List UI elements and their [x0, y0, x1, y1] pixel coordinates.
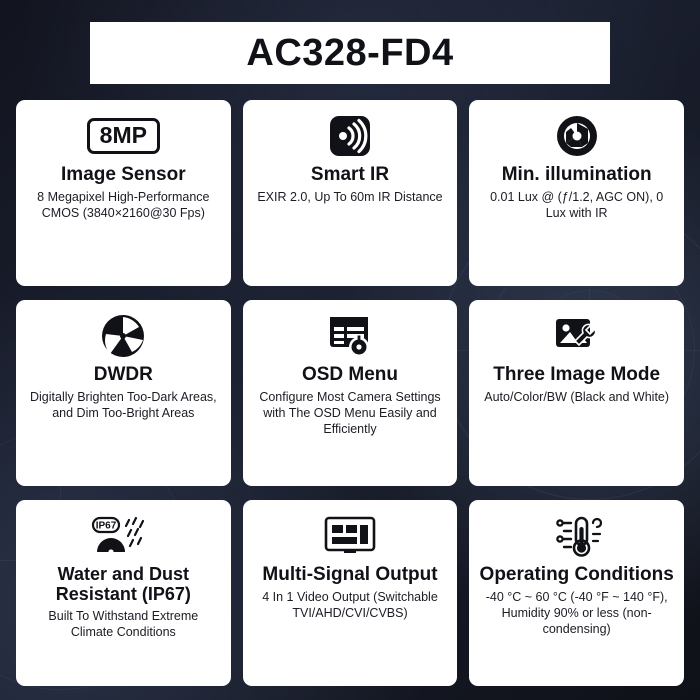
ip67-water-dust-icon: [91, 510, 155, 562]
osd-menu-settings-icon: [326, 310, 374, 362]
feature-title: OSD Menu: [301, 364, 399, 385]
8mp-badge-text: 8MP: [87, 118, 160, 153]
feature-description: Built To Withstand Extreme Climate Conditions: [48, 609, 199, 640]
feature-title: Water and Dust Resistant (IP67): [55, 564, 191, 605]
feature-description: 0.01 Lux @ (ƒ/1.2, AGC ON), 0 Lux with IR: [490, 190, 664, 221]
feature-title: Operating Conditions: [479, 564, 674, 585]
title-bar: [90, 22, 610, 84]
feature-card-three-image-mode: [469, 300, 684, 486]
page-title: AC328-FD4: [246, 32, 454, 74]
image-mode-picture-tool-icon: [553, 310, 601, 362]
feature-card-water-dust-resistant: [16, 500, 231, 686]
camera-aperture-icon: [554, 110, 600, 162]
feature-title: DWDR: [93, 364, 153, 385]
feature-description: Digitally Brighten Too-Dark Areas, and Dim Too-Bright Areas: [29, 390, 217, 421]
feature-description: EXIR 2.0, Up To 60m IR Distance: [257, 190, 443, 205]
feature-description: 8 Megapixel High-Performance CMOS (3840×2160@30 Fps): [37, 190, 210, 221]
feature-title: Image Sensor: [61, 164, 186, 185]
feature-card-min-illumination: [469, 100, 684, 286]
dwdr-aperture-icon: [99, 310, 147, 362]
feature-description: 4 In 1 Video Output (Switchable TVI/AHD/CVI/CVBS): [262, 590, 438, 621]
feature-grid: [16, 100, 684, 686]
feature-card-operating-conditions: [469, 500, 684, 686]
feature-card-multi-signal-output: [243, 500, 458, 686]
feature-card-image-sensor: [16, 100, 231, 286]
feature-description: Auto/Color/BW (Black and White): [484, 390, 670, 405]
multi-signal-monitor-icon: [322, 510, 378, 562]
smart-ir-signal-icon: [327, 110, 373, 162]
feature-title: Multi-Signal Output: [262, 564, 438, 585]
feature-title: Three Image Mode: [493, 364, 661, 385]
thermometer-operating-conditions-icon: [552, 510, 602, 562]
feature-title: Smart IR: [310, 164, 390, 185]
feature-title: Min. illumination: [501, 164, 652, 185]
8mp-badge-icon: [87, 110, 160, 162]
feature-card-smart-ir: [243, 100, 458, 286]
feature-card-dwdr: [16, 300, 231, 486]
feature-card-osd-menu: [243, 300, 458, 486]
svg-text:IP67: IP67: [96, 520, 117, 532]
feature-description: -40 °C ~ 60 °C (-40 °F ~ 140 °F), Humidity 90% or less (non-condensing): [485, 590, 668, 637]
feature-description: Configure Most Camera Settings with The OSD Menu Easily and Efficiently: [259, 390, 441, 437]
